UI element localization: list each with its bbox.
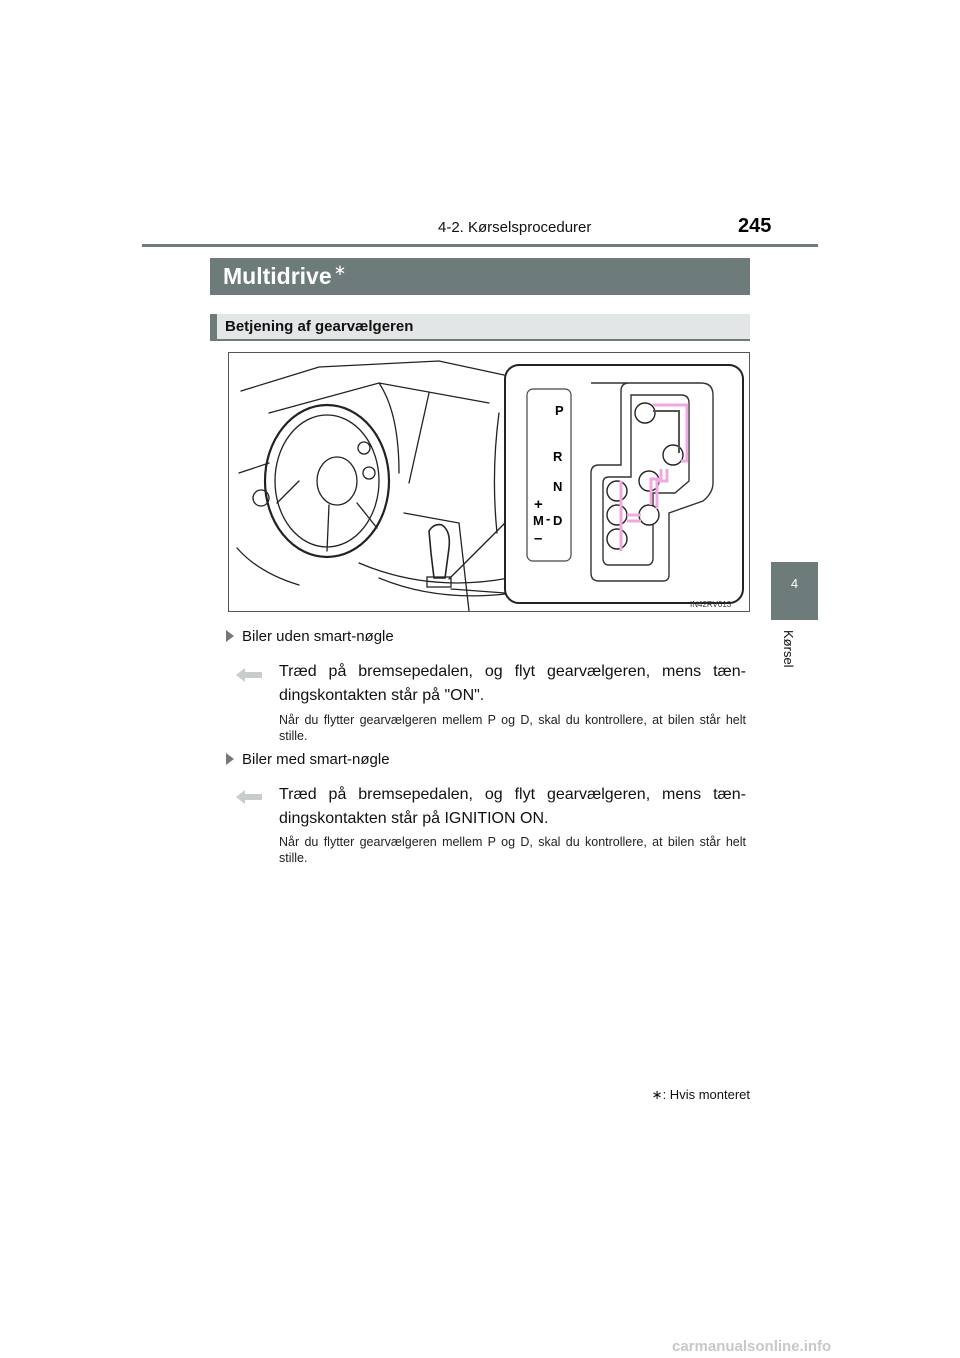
header-rule — [142, 244, 818, 247]
gate-label-r: R — [553, 449, 563, 464]
triangle-bullet-icon — [226, 630, 234, 642]
gate-label-minus: – — [534, 530, 543, 547]
subsection-header — [210, 314, 750, 341]
figure-code: IN42RV013 — [690, 600, 732, 609]
chapter-number: 4 — [790, 576, 799, 591]
chapter-label: Kørsel — [781, 630, 796, 668]
note-text: Når du flytter gearvælgeren mellem P og D, skal du kontrollere, at bilen står helt stille. — [279, 835, 746, 865]
section-title: 4-2. Kørselsprocedurer — [438, 219, 592, 236]
gate-label-n: N — [553, 479, 563, 494]
gate-label-m: M — [533, 513, 544, 528]
gear-selector-figure — [228, 352, 750, 612]
section-heading-text: Biler med smart-nøgle — [242, 751, 390, 768]
note-text: Når du flytter gearvælgeren mellem P og D, skal du kontrollere, at bilen står helt stille. — [279, 713, 746, 743]
gate-label-plus: + — [534, 496, 543, 513]
subsection-edge — [210, 314, 217, 339]
footnote — [600, 1087, 750, 1103]
watermark: carmanualsonline.info — [672, 1338, 832, 1355]
gate-label-dash: - — [546, 511, 551, 526]
page-number: 245 — [738, 215, 772, 237]
section-heading-with-smart-key — [226, 751, 390, 768]
section-heading-text: Biler uden smart-nøgle — [242, 628, 394, 645]
cockpit-illustration — [229, 353, 749, 611]
chapter-tab — [771, 562, 818, 620]
subsection-title: Betjening af gearvælgeren — [225, 318, 414, 335]
action-arrow-icon — [236, 667, 262, 683]
footnote-symbol: ∗ — [651, 1087, 663, 1102]
instruction-text: Træd på bremsepedalen, og flyt gearvælgeren, mens tæn-dingskontakten står på IGNITION ON. — [279, 786, 746, 827]
section-heading-without-smart-key — [226, 628, 394, 645]
instruction-text: Træd på bremsepedalen, og flyt gearvælgeren, mens tæn-dingskontakten står på "ON". — [279, 663, 746, 704]
page-title — [210, 258, 750, 295]
action-arrow-icon — [236, 789, 262, 805]
triangle-bullet-icon — [226, 753, 234, 765]
title-text: Multidrive — [223, 263, 332, 289]
footnote-text: : Hvis monteret — [662, 1087, 750, 1102]
gate-label-p: P — [555, 403, 564, 418]
title-asterisk: ∗ — [333, 262, 347, 279]
gate-label-d: D — [553, 513, 563, 528]
